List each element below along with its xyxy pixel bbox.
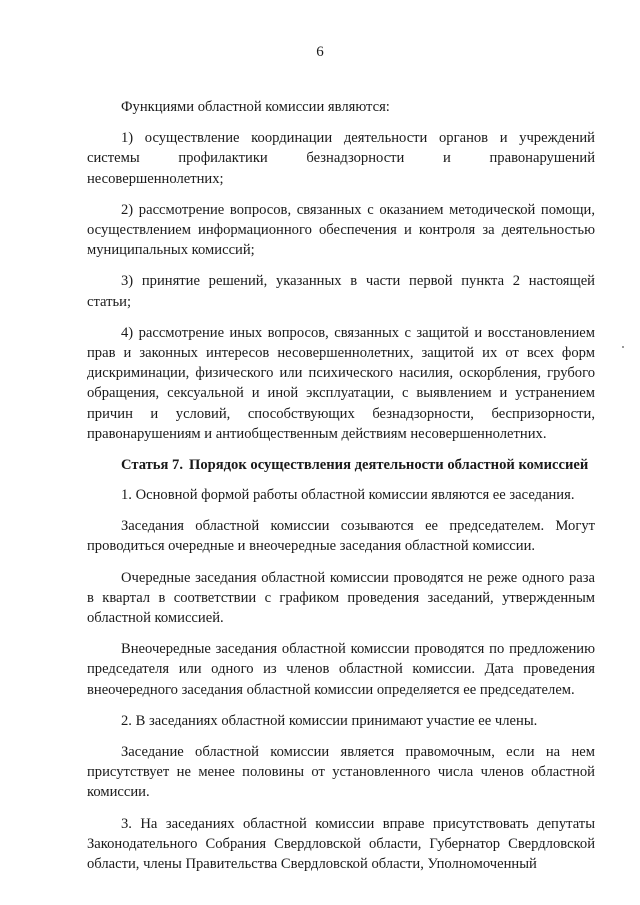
- article-title: Порядок осуществления деятельности областной комиссией: [189, 457, 589, 474]
- paragraph: 1. Основной формой работы областной комиссии являются ее заседания.: [121, 487, 575, 504]
- paragraph: 2) рассмотрение вопросов, связанных с оказанием методической помощи, осуществлением информационного обеспечения и контроля за деятельностью муниципальных комиссий;: [87, 201, 595, 259]
- paragraph: Заседания областной комиссии созываются ее председателем. Могут проводиться очередные и внеочередные заседания областной комиссии.: [87, 518, 595, 555]
- paragraph: Заседание областной комиссии является правомочным, если на нем присутствует не менее половины от установленного числа членов областной комиссии.: [87, 744, 595, 801]
- paragraph: 3) принятие решений, указанных в части первой пункта 2 настоящей статьи;: [87, 273, 595, 310]
- paragraph: 4) рассмотрение иных вопросов, связанных с защитой и восстановлением прав и законных интересов несовершеннолетних, защитой их от всех форм дискриминации, физического или психического насилия, оскорбления, грубого обращения, сексуальной и иной эксплуатации, с выявлением и устранением причин и условий, способствующих безнадзорности, беспризорности, правонарушениям и антиобщественным действиям несовершеннолетних.: [87, 324, 595, 442]
- paragraph: 3. На заседаниях областной комиссии вправе присутствовать депутаты Законодательного Собрания Свердловской области, Губернатор Свердловской области, члены Правительства Свердловской области, Уполномоченный: [87, 815, 595, 873]
- document-body: [87, 97, 595, 885]
- scan-speck: [622, 346, 624, 348]
- page-number: 6: [316, 44, 324, 60]
- paragraph: 2. В заседаниях областной комиссии принимают участие ее члены.: [121, 712, 538, 729]
- article-label: Статья 7.: [121, 457, 183, 474]
- paragraph: Функциями областной комиссии являются:: [121, 99, 390, 115]
- article-heading: [87, 455, 595, 475]
- paragraph: Очередные заседания областной комиссии проводятся не реже одного раза в квартал в соответствии с графиком проведения заседаний, утвержденным областной комиссией.: [87, 569, 595, 627]
- paragraph: 1) осуществление координации деятельности органов и учреждений системы профилактики безнадзорности и правонарушений несовершеннолетних;: [87, 130, 595, 187]
- paragraph: Внеочередные заседания областной комиссии проводятся по предложению председателя или одного из членов областной комиссии. Дата проведения внеочередного заседания областной комиссии определяется ее председателем.: [87, 641, 595, 698]
